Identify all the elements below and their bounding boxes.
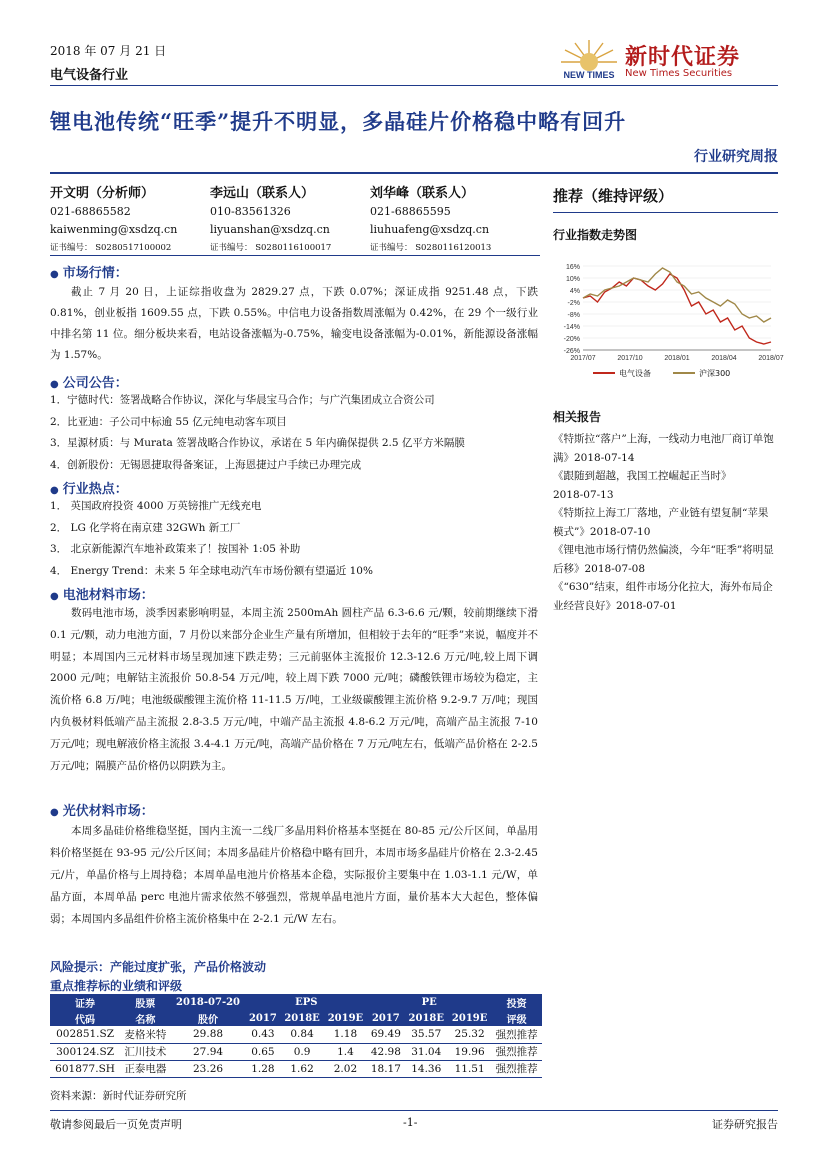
analyst-phone: 021-68865595: [370, 205, 451, 218]
table-cell: 1.4: [324, 1043, 367, 1060]
x-tick-label: 2018/01: [664, 355, 690, 362]
company-logo: [557, 38, 779, 86]
table-header: EPS: [245, 994, 367, 1010]
related-report-item[interactable]: [553, 504, 778, 541]
logo-text-cn: 新时代证券: [625, 44, 741, 70]
related-reports-title: 相关报告: [553, 410, 602, 424]
table-header: 股票: [120, 994, 171, 1010]
table-source: 资料来源：新时代证券研究所: [50, 1090, 187, 1102]
table-header: 2018E: [405, 1010, 448, 1026]
table-cell: 0.43: [245, 1026, 280, 1043]
table-header: 代码: [50, 1010, 120, 1026]
related-report-title: 《特斯拉上海工厂落地，产业链有望复制“苹果模式”》: [553, 507, 769, 538]
table-cell: 0.84: [280, 1026, 323, 1043]
table-cell: 27.94: [171, 1043, 246, 1060]
related-report-date: 2018-07-10: [589, 525, 651, 538]
list-item: 2．比亚迪：子公司中标逾 55 亿元纯电动客车项目: [50, 415, 287, 428]
y-tick-label: 16%: [565, 264, 580, 271]
table-row: [50, 1060, 542, 1077]
x-tick-label: 2017/07: [570, 355, 596, 362]
table-cell: 601877.SH: [50, 1060, 120, 1077]
analyst-cert: 证书编号： S0280116120013: [370, 243, 492, 253]
table-cell: 麦格米特: [120, 1026, 171, 1043]
table-header: 2019E: [324, 1010, 367, 1026]
risk-warning: 风险提示：产能过度扩张，产品价格波动: [50, 960, 267, 974]
rating: 推荐（维持评级）: [553, 187, 674, 205]
section-head-market: ● 市场行情：: [50, 266, 128, 281]
table-title: 重点推荐标的业绩和评级: [50, 979, 183, 993]
table-cell: 19.96: [448, 1043, 491, 1060]
report-date: 2018 年 07 月 21 日: [50, 44, 167, 58]
stock-table: [50, 994, 542, 1078]
pv-text: 本周多晶硅价格维稳坚挺，国内主流一二线厂多晶用料价格基本坚挺在 80-85 元/公斤区间，单晶用料价格坚挺在 93-95 元/公斤区间；本周多晶硅片价格稳中略有回升，本周市场多晶硅片价格在 2.3-2.45 元/片，单晶价格与上周持稳；本周单晶电池片价格基本企稳，实际报价主要集中在 1.03-1.1 元/W，单晶方面，本周单晶 perc 电池片需求依然不够强烈，常规单晶电池片方面，量价基本大大起色，整体偏弱；本周国内多晶组件价格主流价格集中在 2-2.1 元/W 左右。: [50, 825, 538, 925]
analyst-divider: [50, 255, 540, 256]
section-head-pv: ● 光伏材料市场：: [50, 804, 154, 819]
table-cell: 1.28: [245, 1060, 280, 1077]
table-header: 2019E: [448, 1010, 491, 1026]
related-report-title: 《特斯拉“落户”上海，一线动力电池厂商订单饱满》: [553, 433, 774, 464]
rating-divider: [553, 212, 778, 213]
industry-name: 电气设备行业: [50, 68, 129, 83]
analyst-email[interactable]: liuhuafeng@xsdzq.cn: [370, 223, 490, 236]
hot-list: [50, 496, 540, 582]
analyst-phone: 010-83561326: [210, 205, 291, 218]
y-tick-label: -8%: [567, 312, 580, 319]
analyst-name: 刘华峰（联系人）: [370, 186, 475, 201]
chart-title: 行业指数走势图: [553, 228, 638, 242]
related-report-date: 2018-07-08: [584, 562, 646, 575]
related-report-date: 2018-07-14: [574, 451, 635, 464]
bullet-icon: ●: [50, 591, 59, 602]
table-header: 2017: [245, 1010, 280, 1026]
report-type: 行业研究周报: [694, 149, 778, 165]
report-title: 锂电池传统“旺季”提升不明显，多晶硅片价格稳中略有回升: [50, 109, 627, 134]
table-cell: 汇川技术: [120, 1043, 171, 1060]
table-row: [50, 1043, 542, 1060]
index-chart: [553, 258, 784, 388]
y-tick-label: -14%: [563, 324, 580, 331]
y-tick-label: -26%: [563, 348, 580, 355]
list-item: 2． LG 化学将在南京建 32GWh 新工厂: [50, 521, 241, 534]
list-item: 4．创新股份：无锡恩捷取得备案证，上海恩捷过户手续已办理完成: [50, 458, 362, 471]
section-head-battery: ● 电池材料市场：: [50, 588, 154, 603]
table-cell: 强烈推荐: [491, 1043, 542, 1060]
table-header: 名称: [120, 1010, 171, 1026]
section-head-hot: ● 行业热点：: [50, 482, 128, 497]
related-report-item[interactable]: [553, 430, 778, 467]
header-divider: [50, 85, 778, 86]
logo-sunburst-icon: [557, 38, 621, 86]
title-divider: [50, 172, 778, 174]
analyst-block: [370, 185, 491, 257]
table-cell: 强烈推荐: [491, 1026, 542, 1043]
table-cell: 1.18: [324, 1026, 367, 1043]
y-tick-label: -2%: [567, 300, 580, 307]
related-report-title: 《锂电池市场行情仍然偏淡，今年“旺季”将明显后移》: [553, 544, 774, 575]
y-tick-label: 10%: [565, 276, 580, 283]
table-cell: 0.9: [280, 1043, 323, 1060]
footer-disclaimer[interactable]: 敬请参阅最后一页免责声明: [50, 1118, 182, 1131]
table-cell: 0.65: [245, 1043, 280, 1060]
table-row: [50, 1026, 542, 1043]
section-head-announce: ● 公司公告：: [50, 376, 128, 391]
related-report-title: 《“630”结束，组件市场分化拉大，海外布局企业经营良好》: [553, 581, 773, 612]
logo-badge-text: NEW TIMES: [563, 70, 615, 80]
analyst-email[interactable]: liyuanshan@xsdzq.cn: [210, 223, 330, 236]
table-header: 2017: [367, 1010, 404, 1026]
list-item: 3． 北京新能源汽车地补政策来了！按国补 1:05 补助: [50, 543, 301, 555]
related-report-date: 2018-07-01: [616, 599, 677, 612]
battery-text: 数码电池市场，淡季因素影响明显，本周主流 2500mAh 圆柱产品 6.3-6.6 元/颗，较前期继续下滑 0.1 元/颗，动力电池方面，7 月份以来部分企业生产量有所增加，但相较于去年的“旺季”来说，幅度并不明显；本周国内三元材料市场呈现加速下跌走势；三元前驱体主流报价 12.3-12.6 万元/吨,较上周下调 2000 元/吨；电解钴主流报价 50.8-54 万元/吨，较上周下跌 7000 元/吨；磷酸铁锂市场较为稳定，主流价格 6.8 万/吨；电池级碳酸锂主流价格 11-11.5 万/吨，工业级碳酸锂主流价格 9.2-9.7 万/吨；现国内负极材料低端产品主流报 2.8-3.5 万元/吨，中端产品主流报 4.8-6.2 万元/吨，高端产品主流报 7-10 万元/吨；现电解液价格主流报 3.4-4.1 万元/吨，高端产品价格在 7 万元/吨左右，低端产品价格在 2-2.5 万元/吨；隔膜产品价格仍以阴跌为主。: [50, 607, 538, 772]
analyst-block: [210, 185, 331, 257]
series-line: [583, 274, 771, 344]
bullet-icon: ●: [50, 485, 59, 496]
market-text: 截止 7 月 20 日，上证综指收盘为 2829.27 点，下跌 0.07%；深证成指 9251.48 点，下跌 0.81%，创业板指 1609.55 点，下跌 0.55%。中信电力设备指数周涨幅为 0.42%，在 29 个一级行业中排名第 11 位。细分板块来看，电站设备涨幅为-0.75%，输变电设备涨幅为-0.01%，新能源设备涨幅为 1.57%。: [50, 286, 538, 361]
table-cell: 2.02: [324, 1060, 367, 1077]
list-item: 4． Energy Trend：未来 5 年全球电动汽车市场份额有望逼近 10%: [50, 564, 373, 577]
table-cell: 1.62: [280, 1060, 323, 1077]
table-header: 评级: [491, 1010, 542, 1026]
related-reports-list: [553, 430, 778, 615]
table-cell: 29.88: [171, 1026, 246, 1043]
table-cell: 69.49: [367, 1026, 404, 1043]
table-cell: 42.98: [367, 1043, 404, 1060]
table-cell: 300124.SZ: [50, 1043, 120, 1060]
announce-list: [50, 390, 540, 476]
table-cell: 18.17: [367, 1060, 404, 1077]
analyst-name: 开文明（分析师）: [50, 186, 155, 201]
related-report-title: 《跟随到超越，我国工控崛起正当时》: [553, 470, 732, 482]
table-cell: 25.32: [448, 1026, 491, 1043]
x-tick-label: 2017/10: [617, 355, 643, 362]
list-item: 3．星源材质：与 Murata 签署战略合作协议，承诺在 5 年内确保提供 2.5 亿平方米隔膜: [50, 437, 465, 449]
y-tick-label: 4%: [569, 288, 580, 295]
table-cell: 35.57: [405, 1026, 448, 1043]
table-cell: 正泰电器: [120, 1060, 171, 1077]
analyst-phone: 021-68865582: [50, 205, 131, 218]
table-cell: 11.51: [448, 1060, 491, 1077]
list-item: 1． 英国政府投资 4000 万英镑推广无线充电: [50, 500, 262, 512]
table-cell: 14.36: [405, 1060, 448, 1077]
table-cell: 31.04: [405, 1043, 448, 1060]
x-tick-label: 2018/07: [758, 355, 784, 362]
bullet-icon: ●: [50, 807, 59, 818]
analyst-cert: 证书编号： S0280517100002: [50, 243, 172, 253]
bullet-icon: ●: [50, 269, 59, 280]
related-report-item[interactable]: [553, 467, 778, 504]
legend-label: 沪深300: [699, 369, 731, 378]
related-report-item[interactable]: [553, 541, 778, 578]
table-header: 2018-07-20: [171, 994, 246, 1010]
table-cell: 002851.SZ: [50, 1026, 120, 1043]
analyst-block: [50, 185, 177, 257]
table-header: 投资: [491, 994, 542, 1010]
logo-text-en: New Times Securities: [625, 68, 733, 79]
related-report-item[interactable]: [553, 578, 778, 615]
related-report-date: 2018-07-13: [553, 488, 614, 501]
table-cell: 23.26: [171, 1060, 246, 1077]
analyst-name: 李远山（联系人）: [210, 186, 315, 201]
table-header: 股价: [171, 1010, 246, 1026]
page-number: -1-: [403, 1116, 418, 1129]
bullet-icon: ●: [50, 379, 59, 390]
footer-label: 证券研究报告: [712, 1118, 778, 1131]
legend-label: 电气设备: [619, 369, 651, 378]
table-cell: 强烈推荐: [491, 1060, 542, 1077]
analyst-email[interactable]: kaiwenming@xsdzq.cn: [50, 223, 178, 236]
list-item: 1．宁德时代：签署战略合作协议，深化与华晨宝马合作；与广汽集团成立合资公司: [50, 394, 435, 406]
table-header: 证券: [50, 994, 120, 1010]
y-tick-label: -20%: [563, 336, 580, 343]
footer-divider: [50, 1110, 778, 1111]
x-tick-label: 2018/04: [711, 355, 737, 362]
table-header: 2018E: [280, 1010, 323, 1026]
table-header: PE: [367, 994, 491, 1010]
analyst-cert: 证书编号： S0280116100017: [210, 243, 332, 253]
